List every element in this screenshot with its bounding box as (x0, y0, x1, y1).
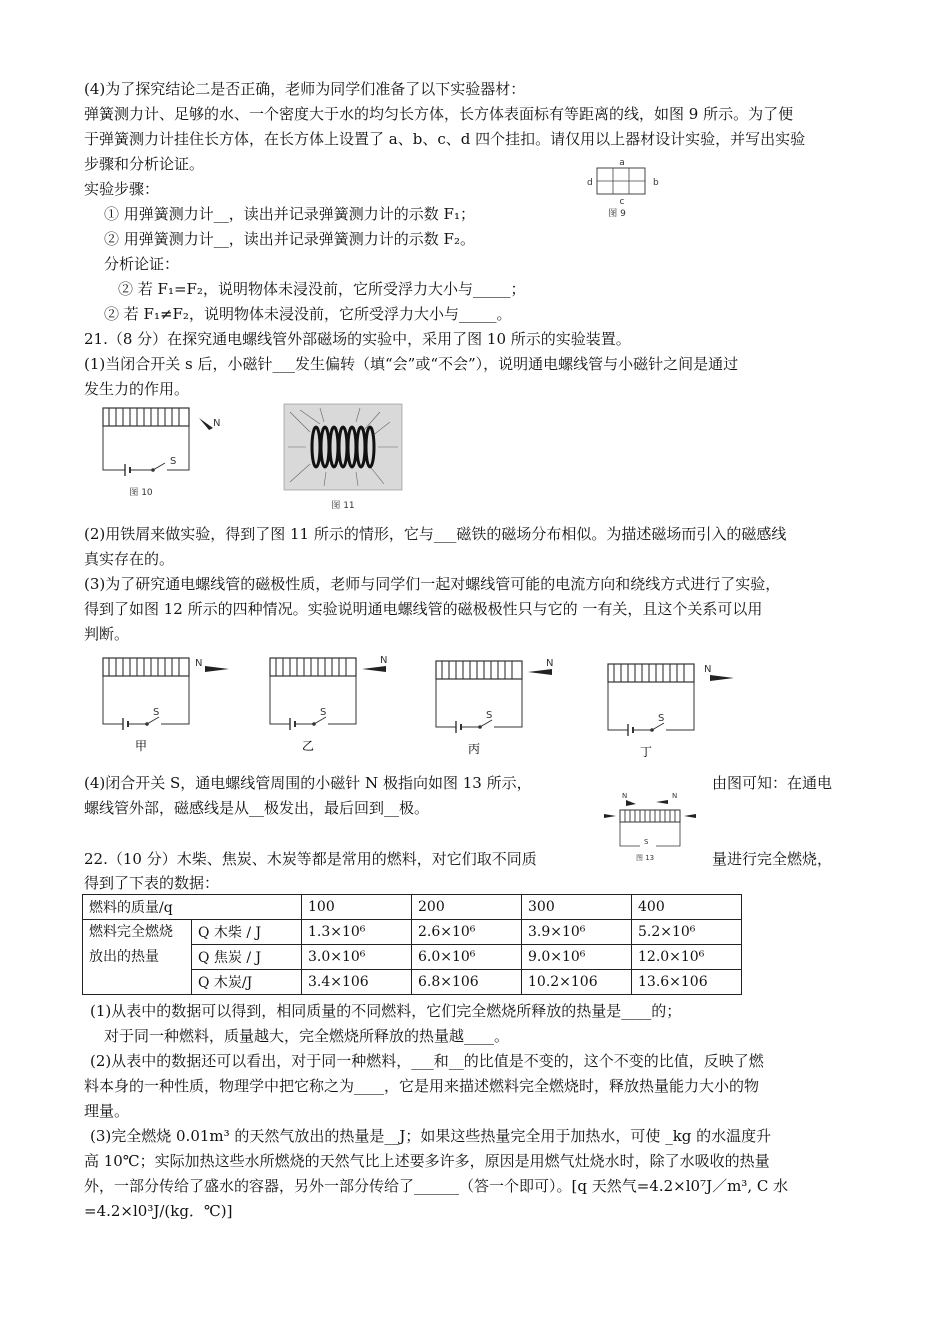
fig10-s-label: S (170, 456, 177, 467)
cell: 13.6×106 (632, 970, 742, 995)
fig12-caption-yi: 乙 (302, 739, 315, 753)
fig12-caption-jia: 甲 (135, 739, 148, 753)
s4-line-1: (4)为了探究结论二是否正确，老师为同学们准备了以下实验器材： (84, 80, 526, 98)
fig12-caption-ding: 丁 (640, 745, 653, 759)
fig12-yi-s: S (320, 707, 327, 718)
cell: 2.6×10⁶ (412, 920, 522, 945)
q21-line-6: (3)为了研究通电螺线管的磁极性质，老师与同学们一起对螺线管可能的电流方向和绕线方式进行了实验， (84, 575, 781, 593)
fig10-n-label: N (213, 418, 221, 429)
figure-11-iron-filings (280, 402, 410, 514)
figure-12-circuit-bing (428, 655, 568, 763)
fig12-yi-n: N (380, 655, 388, 666)
fig9-label-d: d (587, 178, 593, 188)
fig11-caption: 图 11 (331, 501, 355, 511)
q21-line-1: 21.（8 分）在探究通电螺线管外部磁场的实验中，采用了图 10 所示的实验装置。 (84, 330, 631, 348)
q21-line-10: 螺线管外部，磁感线是从__极发出，最后回到__极。 (84, 799, 430, 817)
q21-line-5: 真实存在的。 (84, 550, 175, 568)
s4-analysis-2: ② 若 F₁≠F₂，说明物体未浸没前，它所受浮力大小与_____。 (104, 305, 512, 323)
group-heat-label: 燃料完全燃烧放出的热量 (83, 920, 192, 995)
q22-line-1b: 量进行完全燃烧， (712, 850, 833, 868)
figure-12-circuit-jia (95, 652, 235, 760)
cell: 1.3×10⁶ (302, 920, 412, 945)
q22-answer-5: 理量。 (84, 1102, 130, 1120)
q22-answer-8: 外，一部分传给了盛水的容器，另外一部分传给了______（答一个即可）。[q 天然气=4.2×l0⁷J／m³, C 水 (84, 1177, 789, 1195)
figure-10-circuit (95, 402, 235, 502)
s4-analysis-label: 分析论证： (104, 255, 180, 273)
fig9-label-a: a (619, 158, 625, 168)
cell: 3.9×10⁶ (522, 920, 632, 945)
fig13-s-label: S (644, 838, 649, 846)
fig12-bing-s: S (486, 710, 493, 721)
cell: 6.8×106 (412, 970, 522, 995)
cell: 3.4×106 (302, 970, 412, 995)
fig12-jia-n: N (195, 658, 203, 669)
row-label-charcoal: Q 木炭/J (192, 970, 302, 995)
fig12-jia-s: S (153, 707, 160, 718)
cell: 9.0×10⁶ (522, 945, 632, 970)
fig13-caption: 图 13 (636, 854, 655, 862)
header-mass-label: 燃料的质量/q (83, 895, 302, 920)
q21-line-8: 判断。 (84, 625, 130, 643)
cell: 5.2×10⁶ (632, 920, 742, 945)
header-mass-300: 300 (522, 895, 632, 920)
row-label-coke: Q 焦炭 / J (192, 945, 302, 970)
fig12-bing-n: N (546, 658, 554, 669)
figure-13-compass-solenoid (600, 788, 700, 864)
fig13-n-label-right: N (672, 792, 678, 800)
fig9-caption: 图 9 (608, 209, 626, 219)
q22-answer-7: 高 10℃；实际加热这些水所燃烧的天然气比上述要多许多，原因是用燃气灶烧水时，除了水吸收的热量 (84, 1152, 770, 1170)
figure-9-block (585, 158, 675, 220)
table-header-row (83, 895, 742, 920)
q21-line-2: (1)当闭合开关 s 后，小磁针___发生偏转（填“会”或“不会”），说明通电螺线管与小磁针之间是通过 (84, 355, 739, 373)
s4-analysis-1: ② 若 F₁=F₂，说明物体未浸没前，它所受浮力大小与_____； (118, 280, 526, 298)
cell: 3.0×10⁶ (302, 945, 412, 970)
fig12-caption-bing: 丙 (468, 742, 481, 756)
table-row (83, 920, 742, 945)
row-label-wood: Q 木柴 / J (192, 920, 302, 945)
cell: 12.0×10⁶ (632, 945, 742, 970)
figure-12-circuit-yi (262, 652, 402, 760)
s4-step-1: ① 用弹簧测力计__，读出并记录弹簧测力计的示数 F₁； (104, 205, 475, 223)
q21-line-9b: 由图可知：在通电 (712, 774, 833, 792)
q22-line-1: 22.（10 分）木柴、焦炭、木炭等都是常用的燃料，对它们取不同质 (84, 850, 537, 868)
q22-answer-6: (3)完全燃烧 0.01m³ 的天然气放出的热量是__J；如果这些热量完全用于加热水，可使 _kg 的水温度升 (90, 1127, 772, 1145)
s4-line-5: 实验步骤： (84, 180, 160, 198)
cell: 6.0×10⁶ (412, 945, 522, 970)
s4-step-2: ② 用弹簧测力计__，读出并记录弹簧测力计的示数 F₂。 (104, 230, 475, 248)
q22-answer-3: (2)从表中的数据还可以看出，对于同一种燃料，___和__的比值是不变的，这个不变的比值，反映了燃 (90, 1052, 764, 1070)
q21-line-7: 得到了如图 12 所示的四种情况。实验说明通电螺线管的磁极极性只与它的 一有关，且这个关系可以用 (84, 600, 763, 618)
s4-line-4: 步骤和分析论证。 (84, 155, 205, 173)
fig12-ding-s: S (658, 713, 665, 724)
fig13-n-label-left: N (622, 792, 628, 800)
figure-12-circuit-ding (600, 658, 740, 766)
header-mass-400: 400 (632, 895, 742, 920)
fuel-heat-table (82, 894, 742, 995)
q21-line-4: (2)用铁屑来做实验，得到了图 11 所示的情形，它与___磁铁的磁场分布相似。为描述磁场而引入的磁感线 (84, 525, 787, 543)
cell: 10.2×106 (522, 970, 632, 995)
fig9-label-b: b (653, 178, 659, 188)
q22-answer-4: 料本身的一种性质，物理学中把它称之为____，它是用来描述燃料完全燃烧时，释放热量能力大小的物 (84, 1077, 760, 1095)
q22-answer-2: 对于同一种燃料，质量越大，完全燃烧所释放的热量越____。 (104, 1027, 510, 1045)
q22-answer-9: =4.2×l0³J/(kg．℃)] (84, 1202, 233, 1220)
fig12-ding-n: N (704, 664, 712, 675)
q22-line-2: 得到了下表的数据： (84, 874, 220, 892)
s4-line-2: 弹簧测力计、足够的水、一个密度大于水的均匀长方体，长方体表面标有等距离的线，如图 9 所示。为了便 (84, 105, 794, 123)
s4-line-3: 于弹簧测力计挂住长方体，在长方体上设置了 a、b、c、d 四个挂扣。请仅用以上器材设计实验，并写出实验 (84, 130, 806, 148)
q22-answer-1: (1)从表中的数据可以得到，相同质量的不同燃料，它们完全燃烧所释放的热量是____的； (90, 1002, 682, 1020)
header-mass-200: 200 (412, 895, 522, 920)
fig9-label-c: c (619, 197, 625, 207)
fig10-caption: 图 10 (129, 488, 153, 498)
header-mass-100: 100 (302, 895, 412, 920)
q21-line-9: (4)闭合开关 S，通电螺线管周围的小磁针 N 极指向如图 13 所示， (84, 774, 532, 792)
q21-line-3: 发生力的作用。 (84, 380, 190, 398)
